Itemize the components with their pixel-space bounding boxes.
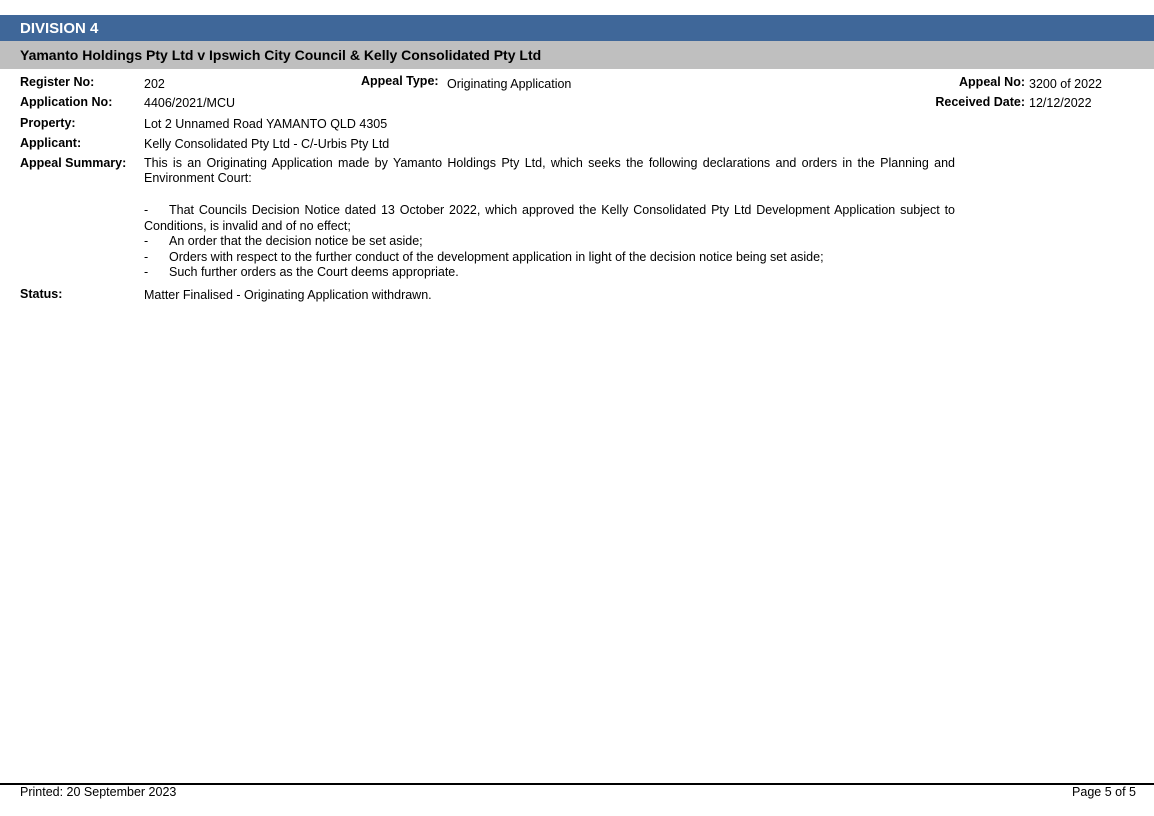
property-label: Property: <box>20 116 76 130</box>
received-date-label: Received Date: <box>935 95 1025 109</box>
list-item-text: That Councils Decision Notice dated 13 October 2022, which approved the Kelly Consolidated Pty Ltd Development Application subject to Conditions, is invalid and of no effect; <box>144 203 955 233</box>
list-item-text: Orders with respect to the further conduct of the development application in light of the decision notice being set aside; <box>169 249 824 264</box>
bullet-dash: - <box>144 234 149 248</box>
applicant-label: Applicant: <box>20 136 82 150</box>
list-item <box>144 234 955 250</box>
register-no-label: Register No: <box>20 75 95 89</box>
status-value: Matter Finalised - Originating Application withdrawn. <box>144 288 432 302</box>
register-no-value: 202 <box>144 77 165 91</box>
list-item <box>144 250 955 266</box>
appeal-summary-label: Appeal Summary: <box>20 156 127 170</box>
printed-date: Printed: 20 September 2023 <box>20 785 177 799</box>
orders-list <box>144 203 955 281</box>
appeal-summary-text: This is an Originating Application made by Yamanto Holdings Pty Ltd, which seeks the following declarations and orders in the Planning and Environment Court: <box>144 156 955 185</box>
page-number: Page 5 of 5 <box>1072 785 1136 799</box>
list-item-text: Such further orders as the Court deems appropriate. <box>169 265 459 279</box>
bullet-dash: - <box>144 265 149 279</box>
bullet-dash: - <box>144 249 149 264</box>
property-value: Lot 2 Unnamed Road YAMANTO QLD 4305 <box>144 117 388 131</box>
appeal-type-value: Originating Application <box>447 77 572 91</box>
application-no-label: Application No: <box>20 95 113 109</box>
division-header <box>0 15 1154 41</box>
bullet-dash: - <box>144 203 149 217</box>
division-title: DIVISION 4 <box>20 20 99 37</box>
list-item-text: An order that the decision notice be set aside; <box>169 234 423 248</box>
status-label: Status: <box>20 287 63 301</box>
case-title: Yamanto Holdings Pty Ltd v Ipswich City Council & Kelly Consolidated Pty Ltd <box>20 47 542 63</box>
applicant-value: Kelly Consolidated Pty Ltd - C/-Urbis Pty Ltd <box>144 137 390 151</box>
list-item <box>144 203 955 234</box>
case-title-bar <box>0 41 1154 69</box>
list-item <box>144 265 955 281</box>
appeal-type-label: Appeal Type: <box>361 74 439 88</box>
received-date-value: 12/12/2022 <box>1029 96 1092 110</box>
appeal-no-value: 3200 of 2022 <box>1029 77 1102 91</box>
application-no-value: 4406/2021/MCU <box>144 96 236 110</box>
appeal-no-label: Appeal No: <box>959 75 1025 89</box>
